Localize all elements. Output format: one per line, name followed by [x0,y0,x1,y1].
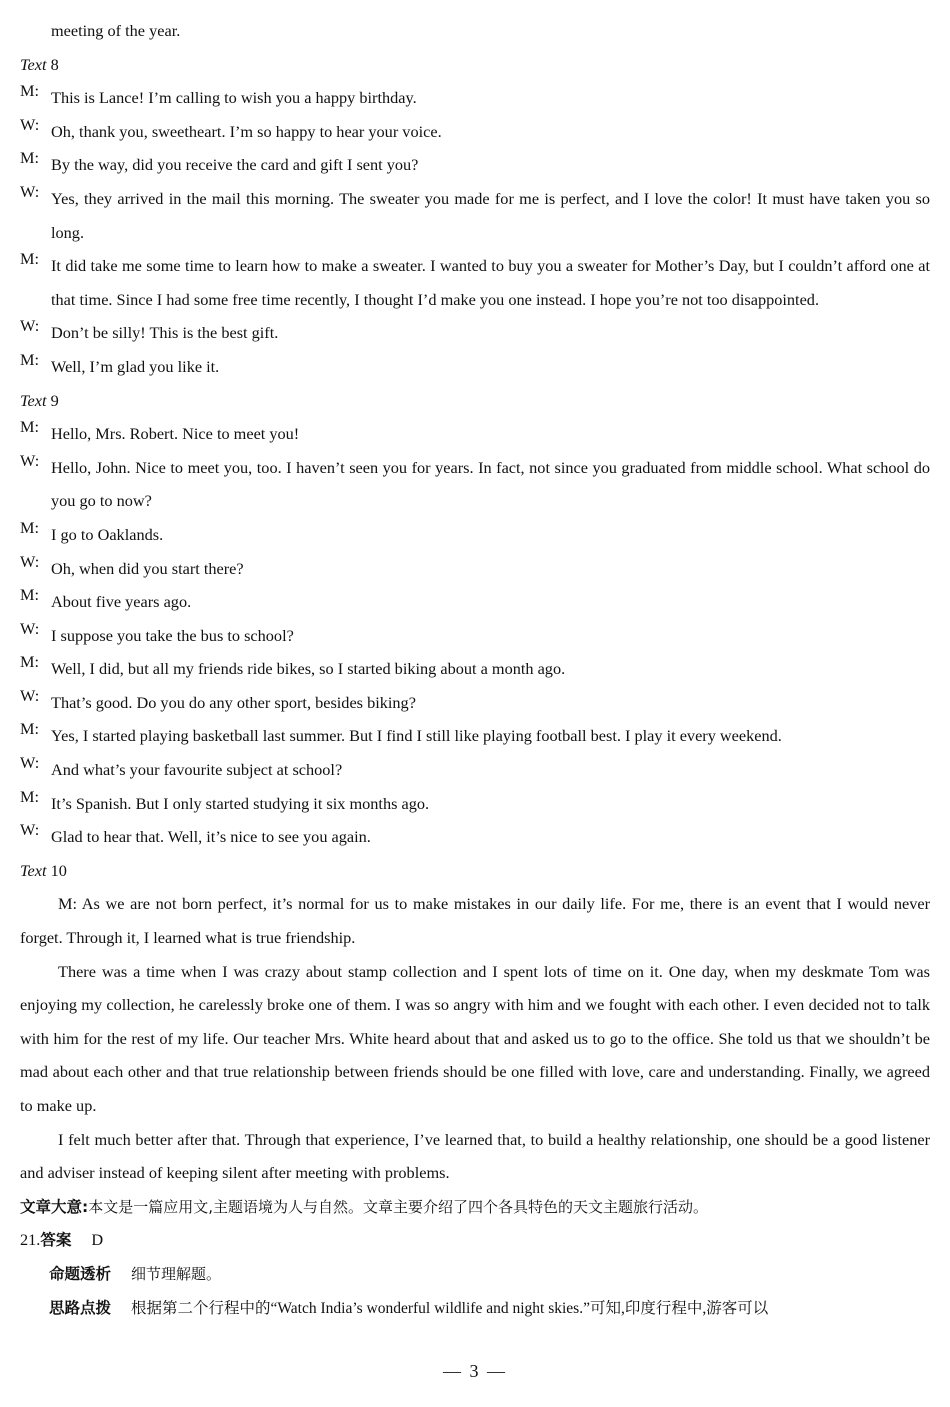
speaker-label: M: [20,417,40,437]
document-body [20,14,930,1324]
text9-title [20,384,930,418]
text8-title-word: Text [20,54,47,74]
text9-title-number: 9 [50,390,59,410]
dialogue-turn [20,350,930,384]
speaker-label: M: [20,719,40,739]
text10-title-word: Text [20,860,47,880]
dialogue-turn [20,552,930,586]
text8-title [20,48,930,82]
hint-text: 根据第二个行程中的“Watch India’s wonderful wildlife and night skies.”可知,印度行程中,游客可以 [131,1299,769,1317]
speaker-label: W: [20,551,40,571]
monologue-paragraph: M: As we are not born perfect, it’s normal for us to make mistakes in our daily life. For me, there is an event that I would never forget. Through it, I learned what is true friendship. [20,894,930,948]
turn-text: And what’s your favourite subject at school? [51,760,343,780]
turn-text: Well, I did, but all my friends ride bikes, so I started biking about a month ago. [51,659,566,679]
turn-text: Hello, John. Nice to meet you, too. I haven’t seen you for years. In fact, not since you graduated from middle school. What school do you go to now? [51,457,930,511]
text9-title-word: Text [20,390,47,410]
dialogue-turn [20,249,930,316]
speaker-label: M: [20,81,40,101]
turn-text: It’s Spanish. But I only started studying it six months ago. [51,793,430,813]
monologue-paragraph: There was a time when I was crazy about stamp collection and I spent lots of time on it. One day, when my deskmate Tom was enjoying my collection, he carelessly broke one of them. I was so angry with him and we fought with each other. I even decided not to talk with him for the rest of my life. Our teacher Mrs. White heard about that and asked us to go to the office. She told us that we shouldn’t be mad about each other and that true relationship between friends should be one filled with love, care and understanding. Finally, we agreed to make up. [20,961,930,1115]
answer-line [20,1223,930,1257]
turn-text: Don’t be silly! This is the best gift. [51,323,279,343]
dialogue-turn [20,81,930,115]
dialogue-turn [20,115,930,149]
dialogue-turn [20,820,930,854]
turn-text: By the way, did you receive the card and gift I sent you? [51,155,419,175]
dialogue-turn [20,148,930,182]
dialogue-turn [20,719,930,753]
dialogue-turn [20,787,930,821]
dialogue-turn [20,518,930,552]
hint-line [20,1291,930,1325]
turn-text: Well, I’m glad you like it. [51,356,220,376]
question-number: 21. [20,1230,41,1250]
speaker-label: W: [20,753,40,773]
analysis-label: 命题透析 [49,1264,112,1283]
speaker-label: M: [20,786,40,806]
turn-text: It did take me some time to learn how to make a sweater. I wanted to buy you a sweater for Mother’s Day, but I couldn’t afford one at that time. Since I had some free time recently, I thought I’d make you one instead. I hope you’re not too disappointed. [51,256,930,309]
answer-label: 答案 [40,1231,72,1250]
dialogue-turn [20,753,930,787]
turn-text: That’s good. Do you do any other sport, besides biking? [51,692,416,712]
turn-text: Glad to hear that. Well, it’s nice to see you again. [51,827,371,847]
speaker-label: W: [20,181,40,201]
turn-text: Hello, Mrs. Robert. Nice to meet you! [51,424,300,444]
text10-title [20,854,930,888]
dialogue-turn [20,451,930,518]
turn-text: Yes, they arrived in the mail this morning. The sweater you made for me is perfect, and I love the color! It must have taken you so long. [51,188,930,242]
turn-text: Oh, thank you, sweetheart. I’m so happy to hear your voice. [51,121,442,141]
dialogue-turn [20,652,930,686]
speaker-label: M: [20,652,40,672]
page-number: — 3 — [443,1361,507,1381]
speaker-label: M: [20,349,40,369]
turn-text: Oh, when did you start there? [51,558,244,578]
speaker-label: M: [20,148,40,168]
summary-line [20,1190,930,1224]
answer-value: D [91,1230,104,1250]
dialogue-turn [20,316,930,350]
lead-line: meeting of the year. [51,21,181,40]
turn-text: I suppose you take the bus to school? [51,625,294,645]
speaker-label: M: [20,517,40,537]
speaker-label: W: [20,114,40,134]
monologue-paragraph: I felt much better after that. Through that experience, I’ve learned that, to build a healthy relationship, one should be a good listener and adviser instead of keeping silent after meeting with problems. [20,1129,930,1183]
hint-label: 思路点拨 [49,1298,112,1317]
speaker-label: M: [20,585,40,605]
dialogue-turn [20,182,930,249]
speaker-label: W: [20,820,40,840]
summary-label: 文章大意: [20,1197,89,1216]
speaker-label: W: [20,685,40,705]
turn-text: I go to Oaklands. [51,524,164,544]
speaker-label: M: [20,249,40,269]
dialogue-turn [20,417,930,451]
turn-text: This is Lance! I’m calling to wish you a happy birthday. [51,88,417,108]
turn-text: About five years ago. [51,592,192,612]
dialogue-turn [20,585,930,619]
text10-title-number: 10 [50,860,67,880]
speaker-label: W: [20,316,40,336]
analysis-text: 细节理解题。 [131,1264,222,1283]
analysis-line [20,1257,930,1291]
turn-text: Yes, I started playing basketball last summer. But I find I still like playing football best. I play it every weekend. [51,726,782,746]
dialogue-turn [20,686,930,720]
text8-title-number: 8 [50,54,59,74]
speaker-label: W: [20,618,40,638]
dialogue-turn [20,619,930,653]
speaker-label: W: [20,450,40,470]
summary-text: 本文是一篇应用文,主题语境为人与自然。文章主要介绍了四个各具特色的天文主题旅行活动。 [88,1197,708,1216]
